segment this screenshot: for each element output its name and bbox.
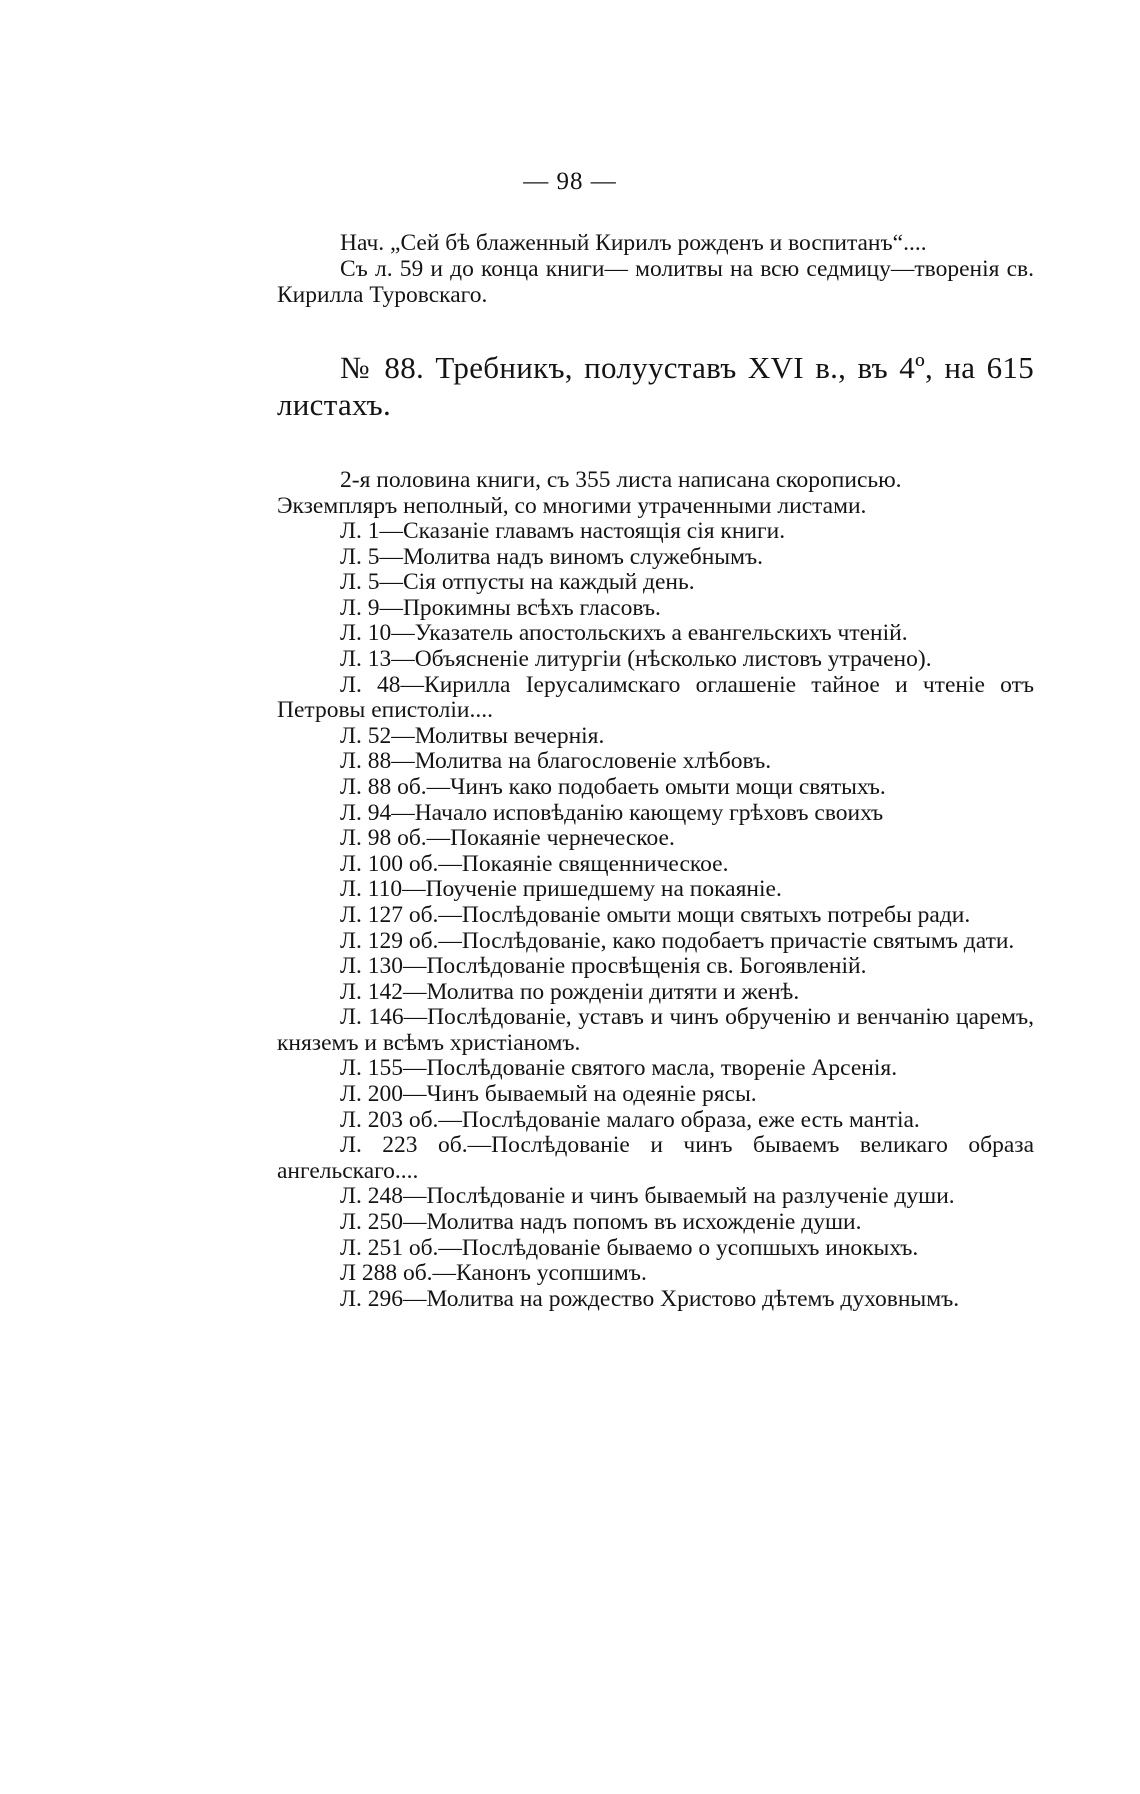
- folio-entry: Л. 98 об.—Покаяніе чернеческое.: [340, 825, 675, 852]
- folio-entry: Л. 52—Молитвы вечернія.: [340, 722, 605, 749]
- folio-entry: Л. 155—Послѣдованіе святого масла, твореніе Арсенія.: [340, 1055, 898, 1082]
- folio-entry: Л. 203 об.—Послѣдованіе малаго образа, еже есть мантіа.: [340, 1106, 920, 1133]
- description-line: 2-я половина книги, съ 355 листа написана скорописью.: [340, 466, 902, 493]
- folio-entry: Л. 110—Поученіе пришедшему на покаяніе.: [340, 876, 782, 903]
- folio-entry: Л. 130—Послѣдованіе просвѣщенія св. Богоявленій.: [340, 953, 867, 980]
- description-line: Экземпляръ неполный, со многими утраченными листами.: [277, 492, 867, 519]
- intro-block: [277, 230, 1034, 309]
- folio-entry: Л. 5—Молитва надъ виномъ служебнымъ.: [340, 543, 763, 570]
- prayers-paragraph: Съ л. 59 и до конца книги— молитвы на всю седмицу—творенія св. Кирилла Туровскаго.: [277, 256, 1034, 309]
- folio-entry: Л. 48—Кирилла Іерусалимскаго оглашеніе тайное и чтеніе отъ Петровы епистоліи....: [277, 671, 1034, 724]
- folio-entry: Л. 13—Объясненіе литургіи (нѣсколько листовъ утрачено).: [340, 645, 932, 672]
- folio-entry: Л 288 об.—Канонъ усопшимъ.: [340, 1260, 647, 1287]
- folio-entry: Л. 296—Молитва на рождество Христово дѣтемъ духовнымъ.: [340, 1285, 960, 1312]
- folio-entry: Л. 10—Указатель апостольскихъ а евангельскихъ чтеній.: [340, 620, 908, 647]
- folio-entry: Л. 94—Начало исповѣданію кающему грѣховъ своихъ: [340, 799, 884, 826]
- folio-entry: Л. 1—Сказаніе главамъ настоящія сія книги.: [340, 518, 786, 545]
- folio-entry: Л. 127 об.—Послѣдованіе омыти мощи святыхъ потребы ради.: [340, 901, 971, 928]
- folio-entry: Л. 250—Молитва надъ попомъ въ исхожденіе души.: [340, 1209, 862, 1236]
- manuscript-heading: № 88. Требникъ, полууставъ XVI в., въ 4º, на 615 листахъ.: [277, 349, 1034, 422]
- folio-entry: Л. 9—Прокимны всѣхъ гласовъ.: [340, 594, 661, 621]
- folio-entry: Л. 251 об.—Послѣдованіе бываемо о усопшыхъ инокыхъ.: [340, 1234, 919, 1261]
- folio-entry: Л. 88—Молитва на благословеніе хлѣбовъ.: [340, 748, 772, 775]
- text-column: [277, 230, 1034, 1312]
- folio-entry: Л. 88 об.—Чинъ како подобаеть омыти мощи святыхъ.: [340, 773, 886, 800]
- folio-entry: Л. 223 об.—Послѣдованіе и чинъ бываемъ великаго образа ангельскаго....: [277, 1132, 1034, 1184]
- folio-entry: Л. 146—Послѣдованіе, уставъ и чинъ обрученію и венчанію царемъ, княземъ и всѣмъ христіаномъ.: [277, 1004, 1034, 1056]
- incipit-paragraph: Нач. „Сей бѣ блаженный Кирилъ рожденъ и воспитанъ“....: [340, 230, 927, 256]
- page-number: — 98 —: [523, 168, 617, 195]
- folio-entry: Л. 200—Чинъ бываемый на одеяніе рясы.: [340, 1081, 757, 1108]
- folio-entries-list: [277, 519, 1034, 1312]
- folio-entry: Л. 248—Послѣдованіе и чинъ бываемый на разлученіе души.: [340, 1183, 955, 1210]
- spacer: [277, 423, 1034, 467]
- folio-entry: Л. 5—Сія отпусты на каждый день.: [340, 569, 695, 596]
- folio-entry: Л. 142—Молитва по рожденіи дитяти и женѣ.: [340, 978, 800, 1005]
- folio-entry: Л. 100 об.—Покаяніе священническое.: [340, 850, 729, 877]
- description-block: [277, 467, 1034, 519]
- folio-entry: Л. 129 об.—Послѣдованіе, како подобаетъ причастіе святымъ дати.: [340, 927, 1015, 954]
